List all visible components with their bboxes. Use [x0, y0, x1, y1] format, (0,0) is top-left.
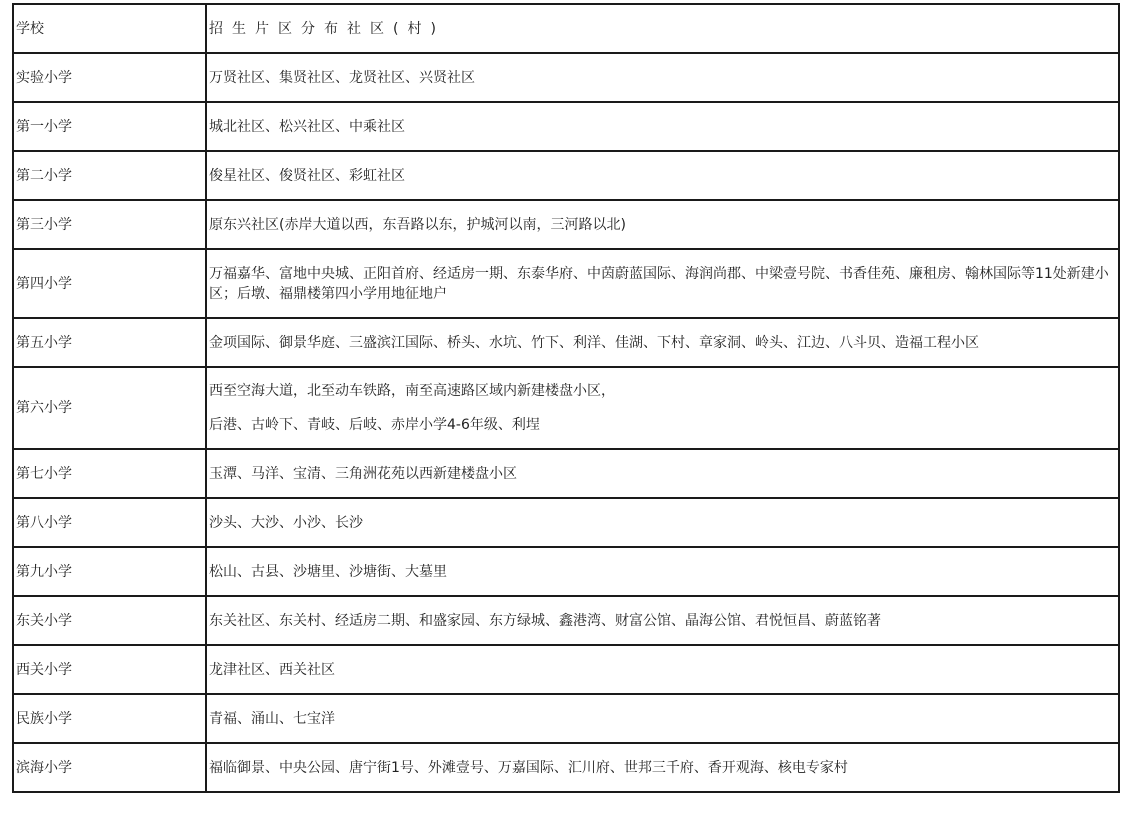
table-row — [13, 367, 1119, 449]
zone-area-cell — [206, 596, 1119, 645]
enrollment-zone-table — [12, 3, 1120, 793]
zone-area-cell — [206, 151, 1119, 200]
school-name-cell: 民族小学 — [13, 694, 206, 743]
table-row — [13, 694, 1119, 743]
school-name-cell: 第六小学 — [13, 367, 206, 449]
zone-area-text: 后港、古岭下、青岐、后岐、赤岸小学4-6年级、利埕 — [209, 417, 540, 433]
table-body — [13, 4, 1119, 792]
school-name-cell: 第二小学 — [13, 151, 206, 200]
zone-area-text: 原东兴社区(赤岸大道以西，东吾路以东，护城河以南，三河路以北) — [209, 216, 626, 233]
school-name-cell: 第一小学 — [13, 102, 206, 151]
table-row — [13, 596, 1119, 645]
header-school: 学校 — [13, 4, 206, 53]
zone-area-text: 沙头、大沙、小沙、长沙 — [209, 514, 363, 531]
zone-area-cell — [206, 200, 1119, 249]
zone-area-cell — [206, 102, 1119, 151]
school-name-cell: 西关小学 — [13, 645, 206, 694]
zone-area-text: 金项国际、御景华庭、三盛滨江国际、桥头、水坑、竹下、利洋、佳湖、下村、章家洞、岭头、江边、八斗贝、造福工程小区 — [209, 334, 979, 351]
table-header-row — [13, 4, 1119, 53]
table-row — [13, 645, 1119, 694]
zone-area-cell — [206, 547, 1119, 596]
zone-area-text: 俊星社区、俊贤社区、彩虹社区 — [209, 167, 405, 184]
school-name-cell: 东关小学 — [13, 596, 206, 645]
table-row — [13, 249, 1119, 318]
zone-area-cell — [206, 645, 1119, 694]
school-name-cell: 第四小学 — [13, 249, 206, 318]
zone-area-cell — [206, 694, 1119, 743]
zone-area-text: 城北社区、松兴社区、中乘社区 — [209, 118, 405, 135]
zone-area-cell — [206, 743, 1119, 792]
table-row — [13, 547, 1119, 596]
table-row — [13, 102, 1119, 151]
school-name-cell: 第七小学 — [13, 449, 206, 498]
table-row — [13, 151, 1119, 200]
school-name-cell: 滨海小学 — [13, 743, 206, 792]
zone-area-cell — [206, 367, 1119, 449]
zone-area-text: 万福嘉华、富地中央城、正阳首府、经适房一期、东泰华府、中茵蔚蓝国际、海润尚郡、中梁壹号院、书香佳苑、廉租房、翰林国际等11处新建小区；后墩、福鼎楼第四小学用地征地户 — [209, 265, 1109, 302]
zone-area-text: 万贤社区、集贤社区、龙贤社区、兴贤社区 — [209, 69, 475, 86]
header-area: 招生片区分布社区(村) — [206, 4, 1119, 53]
zone-area-text: 福临御景、中央公园、唐宁街1号、外滩壹号、万嘉国际、汇川府、世邦三千府、香开观海、核电专家村 — [209, 759, 848, 776]
zone-area-text: 西至空海大道，北至动车铁路，南至高速路区域内新建楼盘小区， — [209, 383, 615, 399]
zone-area-cell — [206, 318, 1119, 367]
zone-area-cell — [206, 449, 1119, 498]
zone-area-text: 龙津社区、西关社区 — [209, 661, 335, 678]
zone-area-text: 青福、涌山、七宝洋 — [209, 710, 335, 727]
table-row — [13, 449, 1119, 498]
zone-area-text: 东关社区、东关村、经适房二期、和盛家园、东方绿城、鑫港湾、财富公馆、晶海公馆、君悦恒昌、蔚蓝铭著 — [209, 612, 881, 629]
table-row — [13, 743, 1119, 792]
table-row — [13, 318, 1119, 367]
zone-area-cell — [206, 498, 1119, 547]
table-row — [13, 498, 1119, 547]
zone-area-cell — [206, 249, 1119, 318]
zone-area-text: 松山、古县、沙塘里、沙塘街、大墓里 — [209, 563, 447, 580]
school-name-cell: 第五小学 — [13, 318, 206, 367]
school-name-cell: 第八小学 — [13, 498, 206, 547]
school-name-cell: 第九小学 — [13, 547, 206, 596]
zone-area-text: 玉潭、马洋、宝清、三角洲花苑以西新建楼盘小区 — [209, 465, 517, 482]
table-row — [13, 200, 1119, 249]
table-row — [13, 53, 1119, 102]
school-name-cell: 第三小学 — [13, 200, 206, 249]
zone-area-cell — [206, 53, 1119, 102]
school-name-cell: 实验小学 — [13, 53, 206, 102]
